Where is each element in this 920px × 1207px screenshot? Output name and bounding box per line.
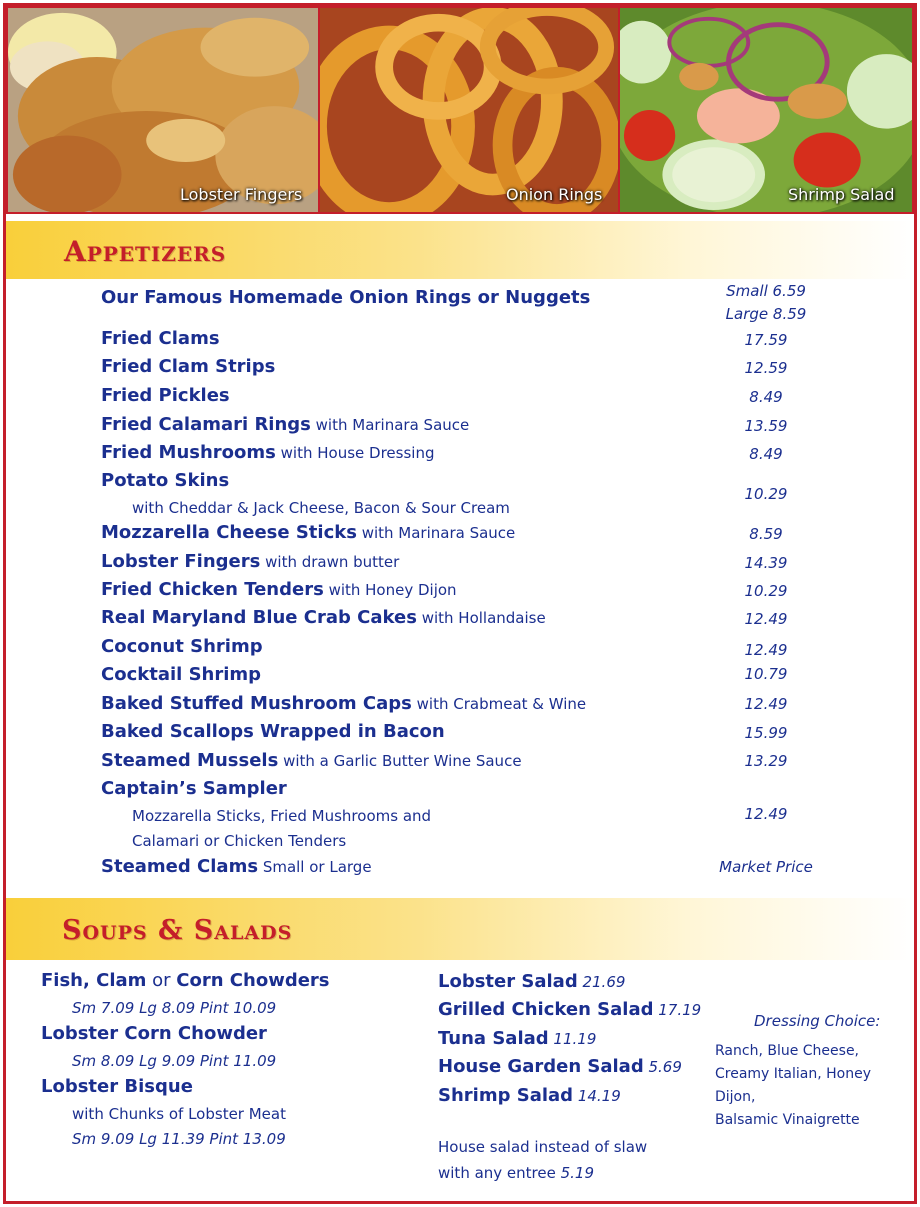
appetizer-item bbox=[101, 287, 590, 308]
appetizer-item bbox=[101, 778, 287, 799]
appetizer-desc: with drawn butter bbox=[260, 553, 400, 571]
appetizer-subtext: with Cheddar & Jack Cheese, Bacon & Sour Cream bbox=[132, 499, 510, 517]
appetizer-item bbox=[101, 470, 229, 491]
appetizer-subtext: Calamari or Chicken Tenders bbox=[132, 832, 347, 850]
appetizer-name: Lobster Fingers bbox=[101, 551, 261, 572]
appetizer-desc: with House Dressing bbox=[275, 444, 435, 462]
salad-name: Grilled Chicken Salad bbox=[438, 999, 654, 1020]
appetizer-price: 8.59 bbox=[749, 525, 783, 543]
appetizer-price: 12.59 bbox=[744, 359, 788, 377]
dressing-line: Creamy Italian, Honey Dijon, bbox=[715, 1066, 871, 1105]
salad-name: Tuna Salad bbox=[438, 1028, 549, 1049]
lobster-corn-chowder-prices: Sm 8.09 Lg 9.09 Pint 11.09 bbox=[72, 1052, 277, 1070]
appetizers-header bbox=[6, 221, 914, 279]
salad-item bbox=[438, 971, 625, 992]
appetizer-item bbox=[101, 693, 586, 714]
clam-chowder-label: Clam bbox=[89, 970, 147, 991]
appetizer-name: Real Maryland Blue Crab Cakes bbox=[101, 607, 417, 628]
dressing-title: Dressing Choice: bbox=[754, 1012, 881, 1030]
appetizer-name: Baked Stuffed Mushroom Caps bbox=[101, 693, 412, 714]
appetizer-subtext: Mozzarella Sticks, Fried Mushrooms and bbox=[132, 807, 432, 825]
corn-chowder-label: Corn Chowders bbox=[176, 970, 330, 991]
appetizer-price: 13.59 bbox=[744, 417, 788, 435]
appetizer-name: Mozzarella Cheese Sticks bbox=[101, 522, 357, 543]
salad-price: 11.19 bbox=[548, 1030, 597, 1048]
appetizer-name: Fried Calamari Rings bbox=[101, 414, 311, 435]
house-salad-note-price: 5.19 bbox=[560, 1164, 595, 1182]
salad-price: 14.19 bbox=[573, 1087, 621, 1105]
salad-item bbox=[438, 999, 701, 1020]
appetizer-item bbox=[101, 664, 261, 685]
appetizer-desc: with Honey Dijon bbox=[323, 581, 457, 599]
appetizer-name: Baked Scallops Wrapped in Bacon bbox=[101, 721, 445, 742]
appetizer-price: Large 8.59 bbox=[725, 305, 807, 323]
appetizer-desc: with a Garlic Butter Wine Sauce bbox=[278, 752, 522, 770]
photo-caption: Shrimp Salad bbox=[788, 185, 895, 204]
appetizer-item bbox=[101, 721, 445, 742]
shrimp-salad-photo bbox=[618, 6, 914, 214]
appetizer-price: Small 6.59 bbox=[726, 282, 806, 300]
appetizer-price: 10.79 bbox=[744, 665, 788, 683]
appetizer-price: 8.49 bbox=[749, 445, 783, 463]
salad-price: 5.69 bbox=[643, 1058, 682, 1076]
appetizer-name: Fried Mushrooms bbox=[101, 442, 276, 463]
appetizer-price: 12.49 bbox=[744, 695, 788, 713]
appetizer-item bbox=[101, 856, 372, 877]
or-text: or bbox=[146, 970, 177, 991]
appetizer-desc: with Marinara Sauce bbox=[356, 524, 516, 542]
appetizer-item bbox=[101, 442, 434, 463]
appetizer-name: Steamed Clams bbox=[101, 856, 259, 877]
appetizer-name: Coconut Shrimp bbox=[101, 636, 263, 657]
appetizer-name: Steamed Mussels bbox=[101, 750, 279, 771]
appetizer-item bbox=[101, 579, 457, 600]
onion-rings-photo bbox=[318, 6, 620, 214]
appetizer-name: Fried Chicken Tenders bbox=[101, 579, 324, 600]
salad-item bbox=[438, 1028, 596, 1049]
onion-rings-image bbox=[320, 8, 618, 212]
dressing-line: Balsamic Vinaigrette bbox=[715, 1112, 860, 1128]
appetizer-price: 12.49 bbox=[744, 805, 788, 823]
appetizer-price: 17.59 bbox=[744, 331, 788, 349]
salad-name: House Garden Salad bbox=[438, 1056, 644, 1077]
appetizer-name: Captain’s Sampler bbox=[101, 778, 287, 799]
dressing-line: Ranch, Blue Cheese, bbox=[715, 1043, 860, 1059]
chowders-item bbox=[41, 970, 330, 991]
salad-item bbox=[438, 1056, 682, 1077]
appetizer-item bbox=[101, 750, 522, 771]
appetizer-item bbox=[101, 414, 469, 435]
appetizer-price: 8.49 bbox=[749, 388, 783, 406]
house-salad-note-line2 bbox=[438, 1163, 594, 1182]
soups-salads-title: Soups & Salads bbox=[62, 915, 293, 946]
salad-price: 21.69 bbox=[577, 973, 626, 991]
appetizer-price: 12.49 bbox=[744, 610, 788, 628]
appetizer-price: 13.29 bbox=[744, 752, 788, 770]
lobster-bisque-desc: with Chunks of Lobster Meat bbox=[72, 1105, 286, 1123]
appetizer-item bbox=[101, 522, 515, 543]
dressing-options bbox=[715, 1040, 914, 1132]
appetizer-desc: with Hollandaise bbox=[416, 609, 546, 627]
appetizer-name: Our Famous Homemade Onion Rings or Nuggets bbox=[101, 287, 591, 308]
house-salad-note-text: with any entree bbox=[438, 1164, 561, 1182]
fish-chowder-label: Fish, bbox=[41, 970, 90, 991]
photo-strip bbox=[6, 6, 914, 214]
photo-caption: Lobster Fingers bbox=[180, 185, 303, 204]
appetizer-item bbox=[101, 636, 263, 657]
appetizer-name: Fried Pickles bbox=[101, 385, 230, 406]
salad-name: Shrimp Salad bbox=[438, 1085, 574, 1106]
lobster-bisque-prices: Sm 9.09 Lg 11.39 Pint 13.09 bbox=[72, 1130, 286, 1148]
appetizer-item bbox=[101, 551, 399, 572]
lobster-fingers-photo bbox=[6, 6, 320, 214]
appetizer-desc: with Marinara Sauce bbox=[310, 416, 470, 434]
appetizer-name: Cocktail Shrimp bbox=[101, 664, 262, 685]
appetizer-price: 10.29 bbox=[744, 485, 788, 503]
lobster-bisque-name: Lobster Bisque bbox=[41, 1076, 193, 1097]
shrimp-salad-image bbox=[620, 8, 912, 212]
appetizer-desc: with Crabmeat & Wine bbox=[411, 695, 587, 713]
lobster-corn-chowder-name: Lobster Corn Chowder bbox=[41, 1023, 267, 1044]
house-salad-note: House salad instead of slaw bbox=[438, 1138, 648, 1156]
photo-caption: Onion Rings bbox=[506, 185, 603, 204]
salad-item bbox=[438, 1085, 621, 1106]
appetizers-title: Appetizers bbox=[64, 235, 227, 268]
appetizer-price: 10.29 bbox=[744, 582, 788, 600]
appetizer-name: Fried Clams bbox=[101, 328, 220, 349]
appetizer-price: 15.99 bbox=[744, 724, 788, 742]
appetizer-price: 12.49 bbox=[744, 641, 788, 659]
soups-salads-header bbox=[6, 898, 914, 960]
appetizer-name: Potato Skins bbox=[101, 470, 230, 491]
appetizer-item bbox=[101, 356, 275, 377]
lobster-fingers-image bbox=[8, 8, 318, 212]
appetizer-price: Market Price bbox=[719, 858, 813, 876]
appetizer-item bbox=[101, 607, 546, 628]
salad-name: Lobster Salad bbox=[438, 971, 578, 992]
appetizer-name: Fried Clam Strips bbox=[101, 356, 276, 377]
chowders-prices: Sm 7.09 Lg 8.09 Pint 10.09 bbox=[72, 999, 277, 1017]
menu-page bbox=[3, 3, 917, 1204]
salad-price: 17.19 bbox=[653, 1001, 702, 1019]
appetizer-item bbox=[101, 328, 220, 349]
appetizer-price: 14.39 bbox=[744, 554, 788, 572]
appetizer-item bbox=[101, 385, 230, 406]
appetizer-desc: Small or Large bbox=[258, 858, 372, 876]
